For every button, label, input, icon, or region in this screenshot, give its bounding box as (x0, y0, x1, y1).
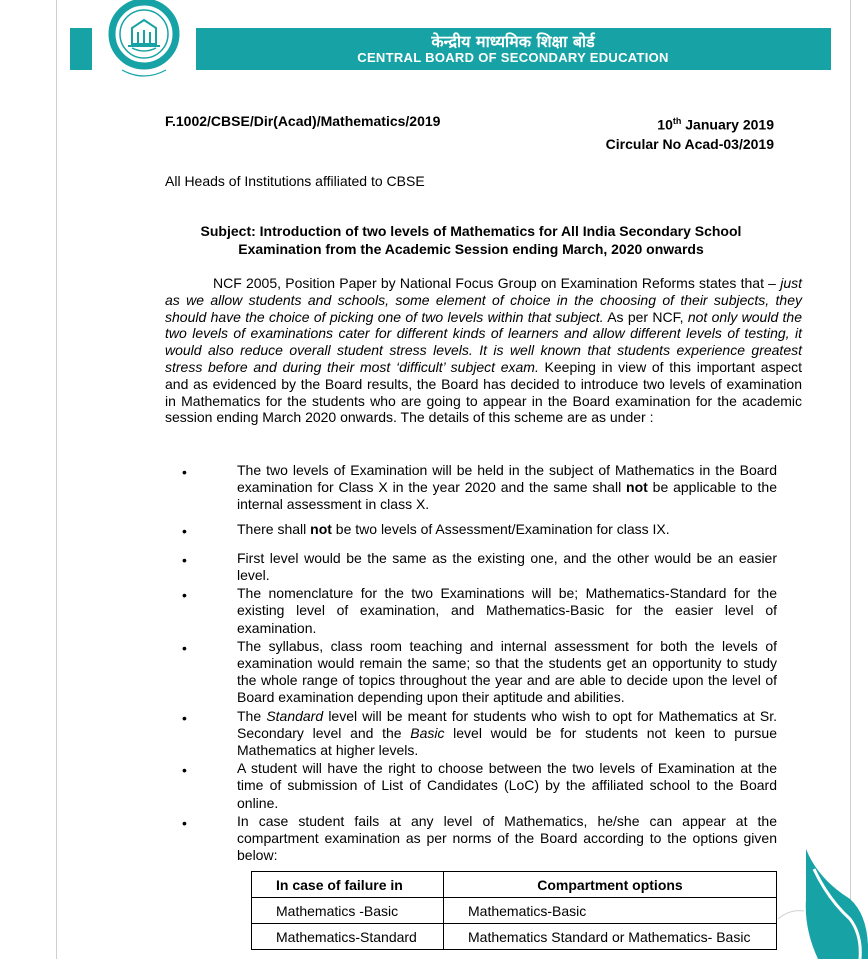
table-cell: Mathematics Standard or Mathematics- Basic (444, 924, 777, 950)
scheme-points-list (165, 462, 777, 864)
column-header-options: Compartment options (444, 872, 777, 898)
list-item (165, 708, 777, 760)
point-6-text-a: The (237, 707, 267, 724)
list-item: • In case student fails at any level of Mathematics, he/she can appear at the compartment examination as per norms of the Board according to the options given below: (165, 813, 777, 865)
circular-number: Circular No Acad-03/2019 (605, 135, 774, 152)
point-2-text-b: be two levels of Assessment/Examination for class IX. (331, 520, 670, 537)
intro-text-2: As per NCF, (603, 308, 688, 325)
table-cell: Mathematics-Standard (252, 924, 444, 950)
intro-paragraph (165, 275, 802, 426)
point-2-text-a: There shall (237, 520, 311, 537)
point-6-basic: Basic (410, 724, 445, 741)
column-header-failure: In case of failure in (252, 872, 444, 898)
point-6-text-c: level would be for students not keen to pursue Mathematics at higher levels. (237, 724, 778, 759)
point-1-text-b: be applicable to the internal assessment in class X. (237, 479, 777, 513)
reference-number: F.1002/CBSE/Dir(Acad)/Mathematics/2019 (165, 113, 441, 129)
circular-date (606, 112, 774, 135)
page-border-left (56, 0, 57, 959)
decorative-leaf-graphic (778, 849, 868, 959)
board-name-hindi: केन्द्रीय माध्यमिक शिक्षा बोर्ड (431, 32, 595, 51)
page-border-right (850, 0, 851, 959)
date-block (606, 112, 774, 154)
list-item: • The syllabus, class room teaching and internal assessment for both the levels of examination would remain the same; so that the students get an opportunity to study the whole range of topics throughout the year and are able to decide upon the level of Board examination depending upon their aptitude and abilities. (165, 638, 777, 707)
point-1-text-a: The two levels of Examination will be held in the subject of Mathematics in the Board examination for Class X in the year 2020 and the same shall (237, 462, 777, 496)
list-item: • The nomenclature for the two Examinations will be; Mathematics-Standard for the existing level of examination, and Mathematics-Basic for the easier level of examination. (165, 585, 777, 637)
intro-quote-2: not only would the two levels of examinations cater for different kinds of learners and allow different levels of testing, it would also reduce overall student stress levels. It is well known that students experience greatest stress before and during their most ‘difficult’ subject exam. (165, 308, 803, 375)
cbse-emblem-logo (92, 0, 196, 84)
list-item: • First level would be the same as the existing one, and the other would be an easier level. (165, 550, 777, 584)
point-2-emphasis: not (310, 520, 332, 537)
date-month-year: January 2019 (681, 116, 774, 133)
table-row (252, 898, 777, 924)
addressee: All Heads of Institutions affiliated to CBSE (165, 173, 425, 189)
list-item: • A student will have the right to choose between the two levels of Examination at the time of submission of List of Candidates (LoC) by the affiliated school to the Board online. (165, 760, 777, 812)
list-item (165, 462, 777, 514)
subject-line: Subject: Introduction of two levels of Mathematics for All India Secondary School Examination from the Academic Session ending March, 2020 onwards (200, 223, 742, 257)
intro-quote-1: just as we allow students and schools, some element of choice in the choosing of their subjects, they should have the choice of picking one of two levels within that subject. (165, 275, 802, 325)
point-6-standard: Standard (266, 707, 324, 724)
table-cell: Mathematics -Basic (252, 898, 444, 924)
table-cell: Mathematics-Basic (444, 898, 777, 924)
point-1-emphasis: not (626, 479, 648, 496)
board-name-english: CENTRAL BOARD OF SECONDARY EDUCATION (357, 50, 669, 65)
point-6-text-b: level will be meant for students who wish to opt for Mathematics at Sr. Secondary level and the (237, 707, 778, 741)
table-row (252, 924, 777, 950)
table-header-row (252, 872, 777, 898)
date-suffix: th (672, 116, 682, 126)
compartment-options-table (251, 871, 777, 950)
date-day: 10 (657, 116, 673, 133)
intro-text-1: NCF 2005, Position Paper by National Focus Group on Examination Reforms states that – (213, 275, 781, 291)
intro-text-3: Keeping in view of this important aspect and as evidenced by the Board results, the Board has decided to introduce two levels of examination in Mathematics for the students who are going to appear in the Board examination for the academic session ending March 2020 onwards. The details of this scheme are as under : (165, 358, 802, 426)
list-item (165, 521, 777, 538)
